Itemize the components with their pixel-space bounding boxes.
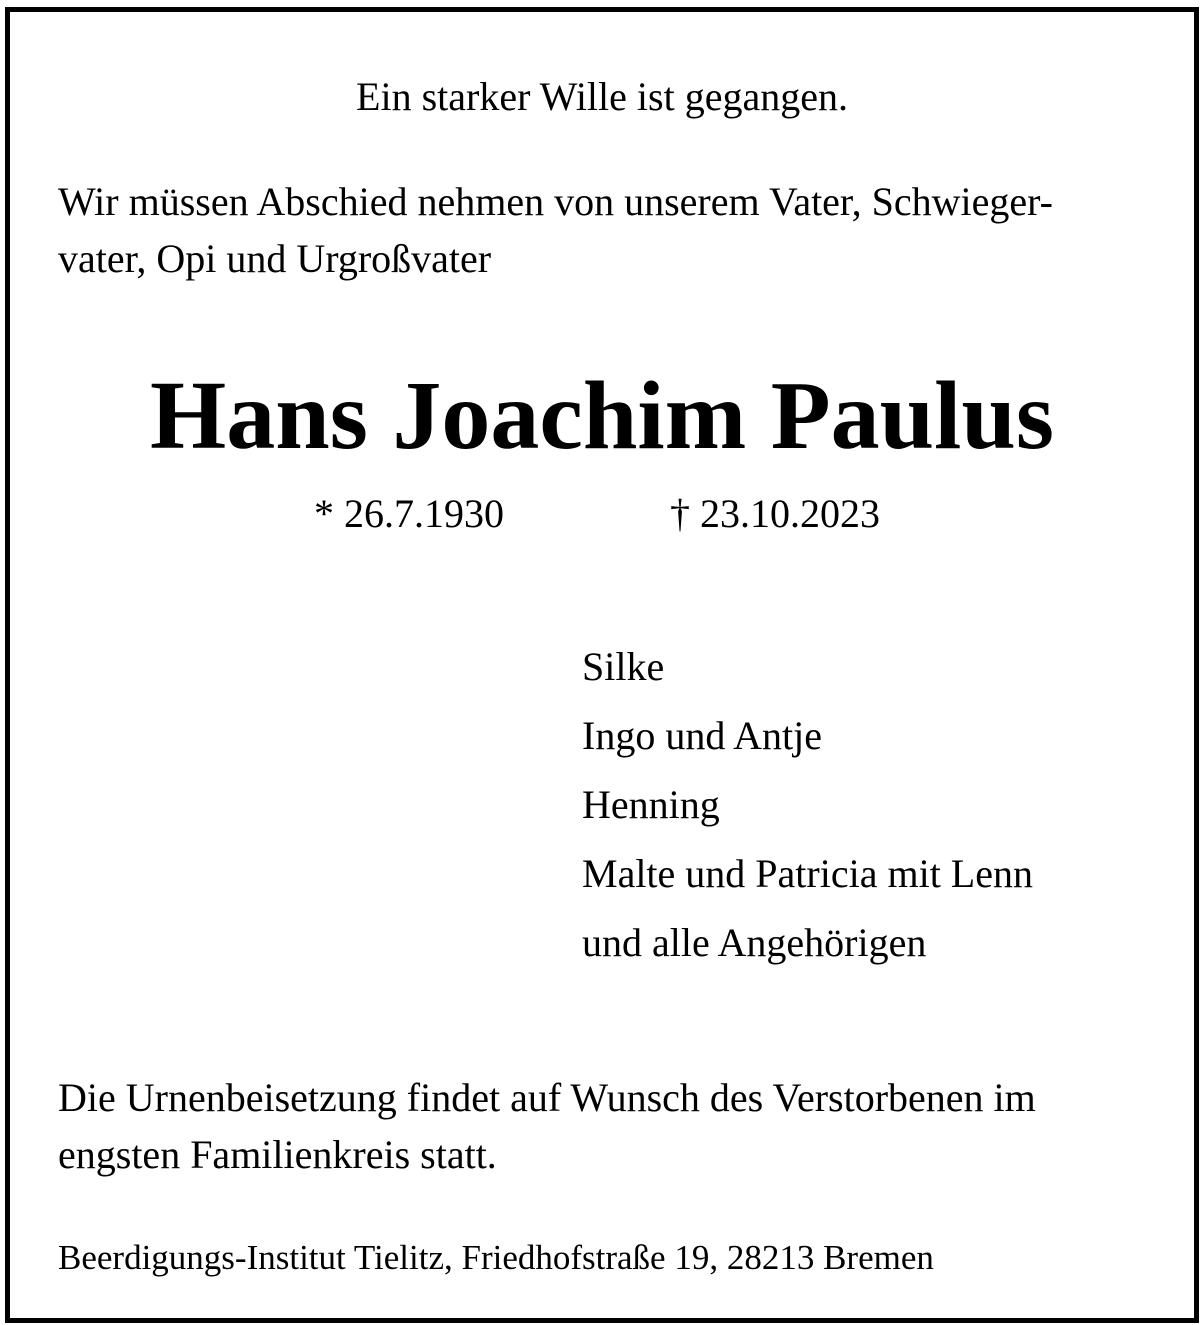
notice-border [5,7,1199,1323]
motto: Ein starker Wille ist gegangen. [356,74,848,119]
mourner: und alle Angehörigen [582,920,927,965]
intro-line-1: Wir müssen Abschied nehmen von unserem Vater, Schwieger- [58,179,1053,224]
undertaker-address: Beerdigungs-Institut Tielitz, Friedhofstraße 19, 28213 Bremen [58,1238,934,1277]
mourner: Henning [582,782,720,827]
mourner: Malte und Patricia mit Lenn [582,851,1033,896]
mourner: Silke [582,644,665,689]
obituary-notice [10,12,1194,1318]
mourner: Ingo und Antje [582,713,822,758]
birth-date: * 26.7.1930 [314,491,504,536]
death-date: † 23.10.2023 [670,491,880,536]
burial-note-line-2: engsten Familienkreis statt. [58,1132,497,1177]
deceased-name: Hans Joachim Paulus [150,362,1054,470]
burial-note-line-1: Die Urnenbeisetzung findet auf Wunsch des Verstorbenen im [58,1075,1036,1120]
intro-line-2: vater, Opi und Urgroßvater [58,236,492,281]
